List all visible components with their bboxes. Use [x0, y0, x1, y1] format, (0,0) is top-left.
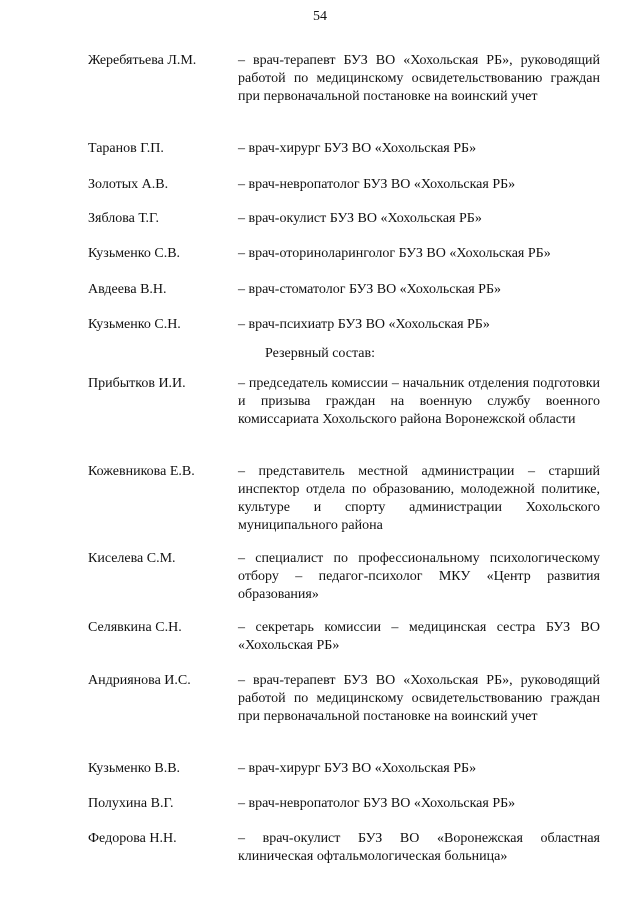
member-name: Андриянова И.С.: [88, 673, 191, 688]
page-number: 54: [313, 9, 327, 24]
member-role: – врач-стоматолог БУЗ ВО «Хохольская РБ»: [238, 282, 501, 297]
member-role: – врач-психиатр БУЗ ВО «Хохольская РБ»: [238, 317, 490, 332]
member-name: Кожевникова Е.В.: [88, 464, 195, 479]
member-role: – врач-хирург БУЗ ВО «Хохольская РБ»: [238, 761, 477, 776]
member-name: Кузьменко В.В.: [88, 761, 181, 776]
member-role: – врач-окулист БУЗ ВО «Воронежская областная клиническая офтальмологическая больница»: [238, 831, 600, 864]
member-role: – врач-окулист БУЗ ВО «Хохольская РБ»: [238, 211, 482, 226]
member-role: – представитель местной администрации – старший инспектор отдела по образованию, молодежной политике, культуре и спорту администрации Хохольского муниципального района: [238, 464, 600, 533]
member-name: Жеребятьева Л.М.: [88, 53, 197, 68]
member-role: – врач-невропатолог БУЗ ВО «Хохольская РБ»: [238, 177, 516, 192]
member-name: Прибытков И.И.: [88, 376, 186, 391]
member-role: – врач-терапевт БУЗ ВО «Хохольская РБ», руководящий работой по медицинскому освидетельствованию граждан при первоначальной постановке на воинский учет: [238, 53, 600, 104]
member-role: – врач-терапевт БУЗ ВО «Хохольская РБ», руководящий работой по медицинскому освидетельствованию граждан при первоначальной постановке на воинский учет: [238, 673, 600, 724]
member-role: – секретарь комиссии – медицинская сестра БУЗ ВО «Хохольская РБ»: [238, 620, 600, 653]
member-role: – специалист по профессиональному психологическому отбору – педагог-психолог МКУ «Центр развития образования»: [238, 551, 600, 602]
member-name: Киселева С.М.: [88, 551, 176, 566]
member-role: – врач-невропатолог БУЗ ВО «Хохольская РБ»: [238, 796, 516, 811]
member-name: Золотых А.В.: [88, 177, 169, 192]
member-name: Кузьменко С.В.: [88, 246, 181, 261]
member-name: Зяблова Т.Г.: [88, 211, 160, 226]
member-role: – врач-хирург БУЗ ВО «Хохольская РБ»: [238, 141, 477, 156]
member-name: Федорова Н.Н.: [88, 831, 177, 846]
member-name: Кузьменко С.Н.: [88, 317, 181, 332]
member-name: Полухина В.Г.: [88, 796, 174, 811]
member-role: – председатель комиссии – начальник отделения подготовки и призыва граждан на военную службу военного комиссариата Хохольского района Воронежской области: [238, 376, 600, 427]
member-name: Таранов Г.П.: [88, 141, 164, 156]
reserve-section-title: Резервный состав:: [264, 346, 375, 361]
member-role: – врач-оториноларинголог БУЗ ВО «Хохольская РБ»: [238, 246, 551, 261]
member-name: Селявкина С.Н.: [88, 620, 182, 635]
member-name: Авдеева В.Н.: [88, 282, 167, 297]
